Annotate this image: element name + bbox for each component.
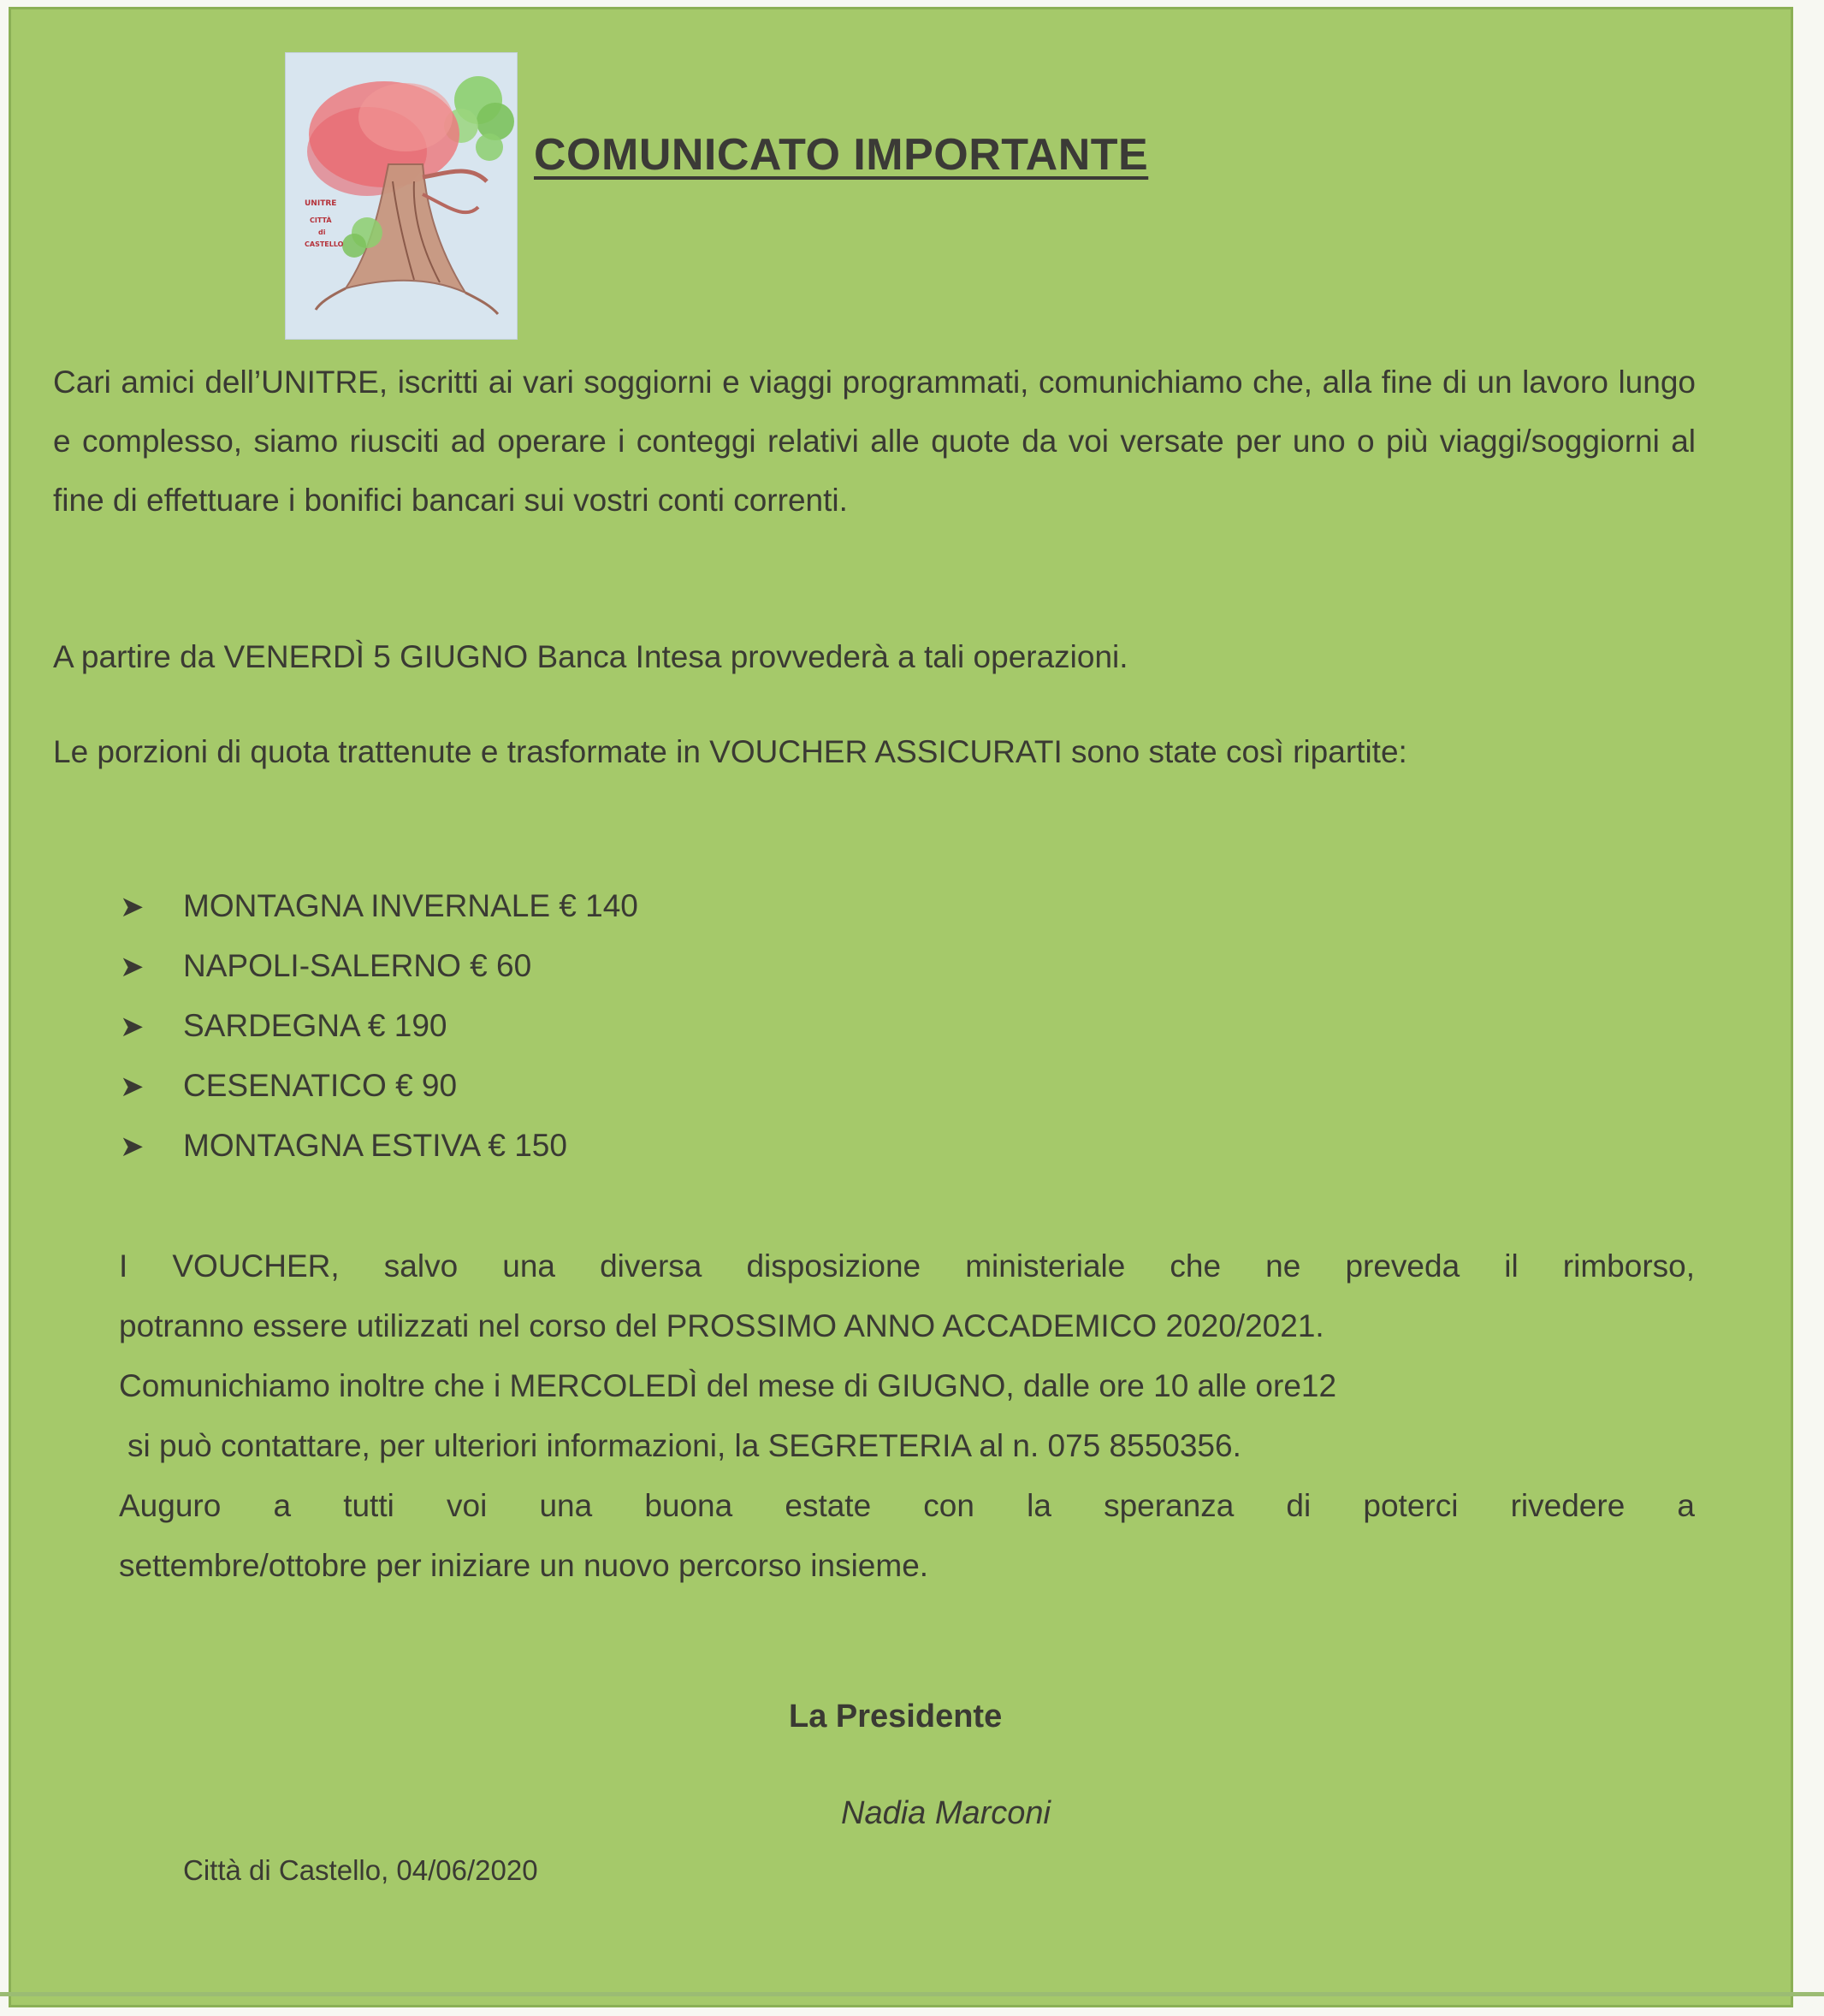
arrow-bullet-icon: ➤ (120, 1011, 145, 1043)
list-item: ➤ CESENATICO € 90 (120, 1056, 638, 1116)
arrow-bullet-icon: ➤ (120, 1130, 145, 1163)
svg-text:CITTÀ: CITTÀ (310, 216, 332, 224)
list-item: ➤ NAPOLI-SALERNO € 60 (120, 936, 638, 996)
signature: Nadia Marconi (841, 1795, 1051, 1831)
bank-paragraph: A partire da VENERDÌ 5 GIUGNO Banca Intesa provvederà a tali operazioni. (53, 639, 1128, 674)
list-item: ➤ MONTAGNA INVERNALE € 140 (120, 876, 638, 936)
voucher-list (120, 876, 638, 1176)
voucher-line: potranno essere utilizzati nel corso del PROSSIMO ANNO ACCADEMICO 2020/2021. (119, 1308, 1324, 1343)
svg-text:UNITRE: UNITRE (305, 199, 337, 208)
list-item: ➤ SARDEGNA € 190 (120, 996, 638, 1056)
svg-text:di: di (318, 228, 326, 236)
list-item: ➤ MONTAGNA ESTIVA € 150 (120, 1116, 638, 1176)
greeting-line: settembre/ottobre per iniziare un nuovo percorso insieme. (119, 1548, 929, 1583)
arrow-bullet-icon: ➤ (120, 891, 145, 923)
svg-text:CASTELLO: CASTELLO (305, 240, 344, 248)
contact-line: si può contattare, per ulteriori informazioni, la SEGRETERIA al n. 075 8550356. (127, 1428, 1241, 1463)
arrow-bullet-icon: ➤ (120, 1070, 145, 1103)
voucher-info-block (119, 1236, 1695, 1596)
voucher-intro-paragraph: Le porzioni di quota trattenute e trasformate in VOUCHER ASSICURATI sono state così ripartite: (53, 734, 1407, 769)
notice-title: COMUNICATO IMPORTANTE (534, 130, 1149, 180)
signoff-role: La Presidente (789, 1699, 1003, 1734)
greeting-line: Auguro a tutti voi una buona estate con la speranza di poterci rivedere a (119, 1488, 1695, 1523)
place-date: Città di Castello, 04/06/2020 (183, 1854, 538, 1886)
intro-paragraph: Cari amici dell’UNITRE, iscritti ai vari soggiorni e viaggi programmati, comunichiamo che, alla fine di un lavoro lungo e complesso, siamo riusciti ad operare i conteggi relativi alle quote da voi versate per uno o più viaggi/soggiorni al fine di effettuare i bonifici bancari sui vostri conti correnti. (53, 365, 1696, 518)
voucher-line: I VOUCHER, salvo una diversa disposizione ministeriale che ne preveda il rimborso, (119, 1248, 1695, 1284)
bottom-divider (0, 1992, 1824, 1996)
unitre-logo (285, 52, 518, 340)
contact-line: Comunichiamo inoltre che i MERCOLEDÌ del mese di GIUGNO, dalle ore 10 alle ore12 (119, 1368, 1337, 1403)
arrow-bullet-icon: ➤ (120, 951, 145, 983)
